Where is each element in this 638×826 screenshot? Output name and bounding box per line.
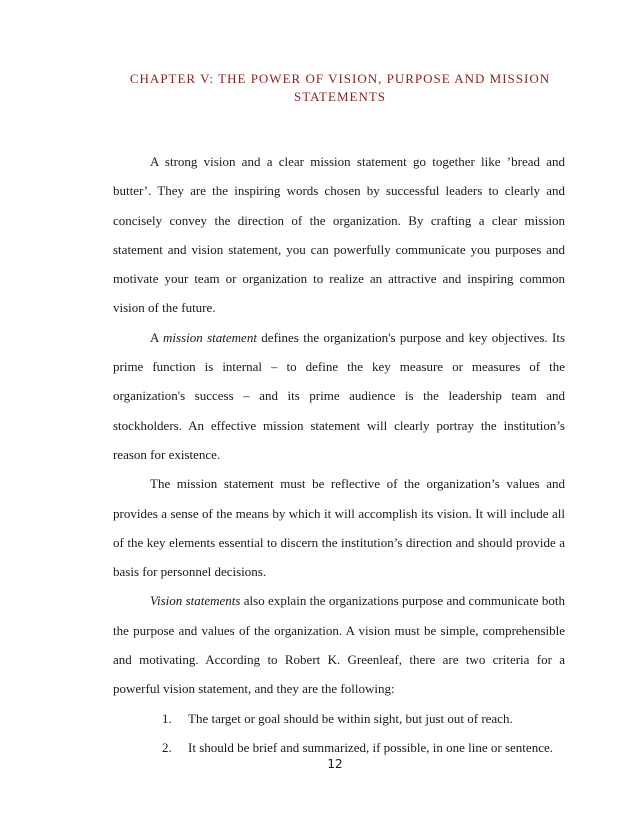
criteria-number: 1.: [162, 710, 172, 726]
paragraph-mission-statement-definition: [113, 323, 565, 469]
criteria-list: [113, 704, 565, 763]
criteria-text: It should be brief and summarized, if possible, in one line or sentence.: [188, 739, 553, 755]
chapter-title-line-1: CHAPTER V: THE POWER OF VISION, PURPOSE AND MISSION: [129, 71, 551, 86]
paragraph-prefix: A: [150, 329, 164, 345]
criteria-item: [113, 704, 565, 733]
criteria-text: The target or goal should be within sight, but just out of reach.: [188, 710, 513, 726]
paragraph-vision-mission-intro: A strong vision and a clear mission statement go together like ’bread and butter’. They are the inspiring words chosen by successful leaders to clearly and concisely convey the direction of the organization. By crafting a clear mission statement and vision statement, you can powerfully communicate you purposes and motivate your team or organization to realize an attractive and inspiring common vision of the future.: [113, 154, 565, 316]
paragraph-text: defines the organization's purpose and key objectives. Its prime function is internal – to define the key measure or measures of the organization's success – and its prime audience is the leadership team and stockholders. An effective mission statement will clearly portray the institution’s reason for existence.: [113, 329, 566, 462]
chapter-title-line-2: STATEMENTS: [293, 89, 387, 104]
criteria-number: 2.: [162, 739, 172, 755]
paragraph-mission-values: The mission statement must be reflective of the organization’s values and provides a sense of the means by which it will accomplish its vision. It will include all of the key elements essential to discern the institution’s direction and should provide a basis for personnel decisions.: [113, 476, 565, 580]
term-vision-statements: Vision statements: [150, 593, 241, 609]
page-number: 12: [327, 757, 343, 771]
chapter-title: [110, 70, 570, 106]
paragraph-vision-statements: [113, 586, 565, 703]
paragraph-text: also explain the organizations purpose and communicate both the purpose and values of the organization. A vision must be simple, comprehensible and motivating. According to Robert K. Greenleaf, there are two criteria for a powerful vision statement, and they are the following:: [113, 593, 566, 697]
body-text: [113, 147, 565, 762]
term-mission-statement: mission statement: [163, 329, 257, 345]
